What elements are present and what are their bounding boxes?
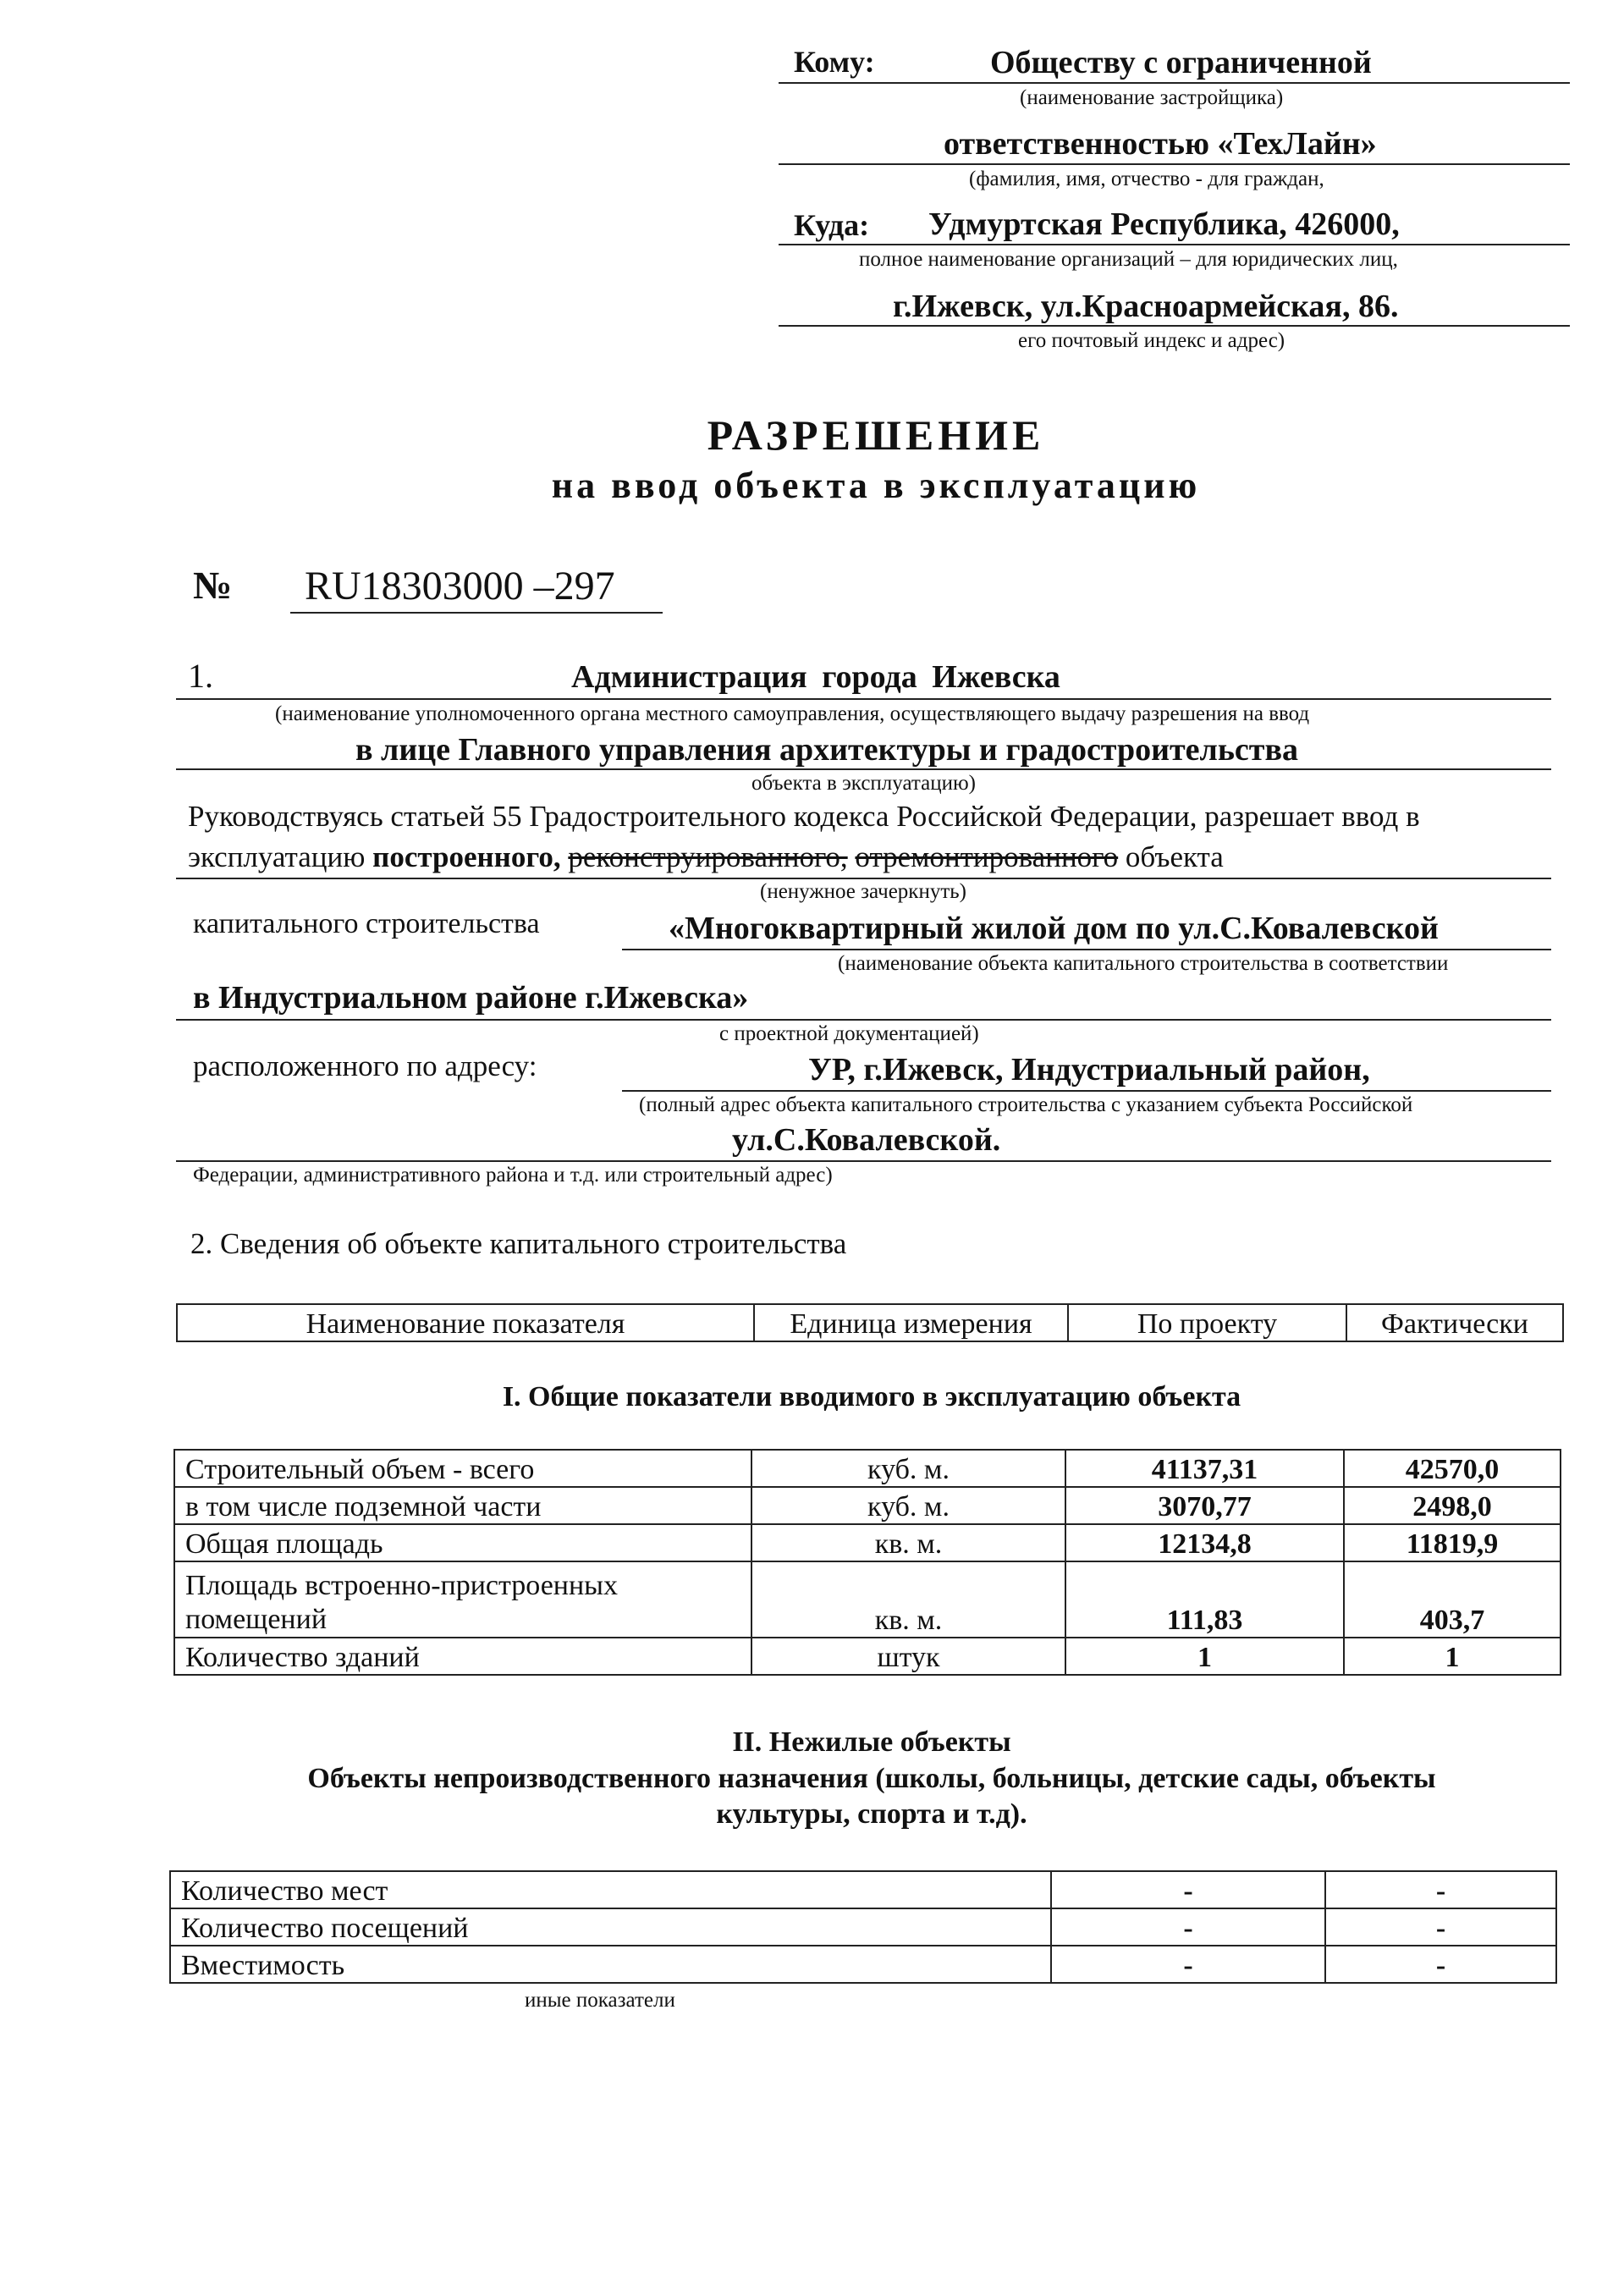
object-address-line-2: ул.С.Ковалевской. — [732, 1122, 1001, 1158]
indicator-project: 12134,8 — [1065, 1524, 1344, 1561]
table-row — [174, 1524, 1561, 1561]
permit-number: RU18303000 –297 — [305, 564, 615, 608]
indicator-name: Вместимость — [170, 1946, 1051, 1983]
indicator-project: 1 — [1065, 1638, 1344, 1675]
caption: (наименование объекта капитального строительства в соответствии — [838, 952, 1449, 975]
indicator-project: 3070,77 — [1065, 1487, 1344, 1524]
part-2-subheading: Объекты непроизводственного назначения (школы, больницы, детские сады, объекты — [307, 1763, 1436, 1794]
number-sign: № — [193, 564, 233, 607]
indicator-project: 111,83 — [1065, 1561, 1344, 1638]
address-line-1: Удмуртская Республика, 426000, — [928, 206, 1400, 242]
section-2-heading: 2. Сведения об объекте капитального строительства — [190, 1227, 847, 1260]
object-address-line-1: УР, г.Ижевск, Индустриальный район, — [808, 1052, 1370, 1087]
indicator-actual: - — [1325, 1946, 1556, 1983]
caption: с проектной документацией) — [719, 1022, 979, 1045]
caption: (наименование застройщика) — [1020, 86, 1284, 109]
indicator-actual: 2498,0 — [1344, 1487, 1561, 1524]
indicator-actual: 403,7 — [1344, 1561, 1561, 1638]
address-line-2: г.Ижевск, ул.Красноармейская, 86. — [893, 289, 1399, 324]
addressee-name-line-2: ответственностью «ТехЛайн» — [944, 126, 1377, 162]
table-row — [170, 1908, 1556, 1946]
address-label: расположенного по адресу: — [193, 1049, 537, 1082]
table-row — [174, 1487, 1561, 1524]
rule — [176, 1160, 1551, 1162]
caption: (наименование уполномоченного органа местного самоуправления, осуществляющего выдачу разрешения на ввод — [275, 702, 1310, 725]
indicator-unit: куб. м. — [751, 1450, 1065, 1487]
caption: полное наименование организаций – для юридических лиц, — [859, 248, 1398, 271]
table-row — [170, 1946, 1556, 1983]
where-label: Куда: — [794, 208, 870, 242]
indicator-project: - — [1051, 1871, 1325, 1908]
rule — [176, 768, 1551, 770]
rule — [779, 163, 1570, 165]
rule — [779, 82, 1570, 84]
indicator-unit: куб. м. — [751, 1487, 1065, 1524]
indicator-name: Количество зданий — [174, 1638, 751, 1675]
indicator-actual: - — [1325, 1871, 1556, 1908]
non-residential-table — [169, 1870, 1557, 1984]
caption: (ненужное зачеркнуть) — [760, 880, 966, 903]
caption: его почтовый индекс и адрес) — [1018, 329, 1285, 352]
caption: объекта в эксплуатацию) — [751, 772, 976, 795]
column-header-unit: Единица измерения — [754, 1304, 1068, 1341]
to-label: Кому: — [794, 45, 875, 79]
rule — [290, 612, 663, 614]
section-1-number: 1. — [188, 657, 213, 695]
object-name-line-1: «Многоквартирный жилой дом по ул.С.Ковалевской — [669, 911, 1439, 946]
rule — [779, 325, 1570, 327]
caption: (полный адрес объекта капитального строительства с указанием субъекта Российской — [639, 1093, 1413, 1116]
table-row — [170, 1871, 1556, 1908]
rule — [779, 244, 1570, 245]
caption: Федерации, административного района и т.д. или строительный адрес) — [193, 1164, 833, 1187]
caption: (фамилия, имя, отчество - для граждан, — [969, 168, 1324, 190]
indicator-actual: 42570,0 — [1344, 1450, 1561, 1487]
rule — [176, 698, 1551, 700]
column-header-name: Наименование показателя — [177, 1304, 754, 1341]
part-2-subheading-line-2: культуры, спорта и т.д). — [716, 1798, 1027, 1830]
indicator-project: - — [1051, 1908, 1325, 1946]
addressee-name-line-1: Обществу с ограниченной — [990, 45, 1372, 80]
body-text-line-1: Руководствуясь статьей 55 Градостроительного кодекса Российской Федерации, разрешает ввод в — [188, 800, 1420, 833]
indicators-header-table — [176, 1303, 1564, 1342]
indicator-unit: кв. м. — [751, 1524, 1065, 1561]
indicator-name: Строительный объем - всего — [174, 1450, 751, 1487]
indicator-name: Количество мест — [170, 1871, 1051, 1908]
indicator-name: Общая площадь — [174, 1524, 751, 1561]
column-header-project: По проекту — [1068, 1304, 1346, 1341]
indicator-actual: 11819,9 — [1344, 1524, 1561, 1561]
indicator-name: Площадь встроенно-пристроенных помещений — [174, 1561, 751, 1638]
table-row — [174, 1450, 1561, 1487]
general-indicators-table — [173, 1449, 1561, 1676]
authority-department: в лице Главного управления архитектуры и градостроительства — [355, 732, 1298, 768]
column-header-actual: Фактически — [1346, 1304, 1563, 1341]
object-name-line-2: в Индустриальном районе г.Ижевска» — [193, 980, 749, 1016]
part-1-heading: I. Общие показатели вводимого в эксплуатацию объекта — [502, 1381, 1241, 1412]
indicator-unit: кв. м. — [751, 1561, 1065, 1638]
table-row — [174, 1561, 1561, 1638]
table-row — [174, 1638, 1561, 1675]
document-title: РАЗРЕШЕНИЕ — [707, 411, 1045, 459]
indicator-actual: 1 — [1344, 1638, 1561, 1675]
rule — [622, 949, 1551, 950]
indicator-name: в том числе подземной части — [174, 1487, 751, 1524]
capital-construction-label: капитального строительства — [193, 908, 540, 939]
indicator-actual: - — [1325, 1908, 1556, 1946]
rule — [176, 878, 1551, 879]
part-2-heading: II. Нежилые объекты — [732, 1726, 1011, 1758]
indicator-project: - — [1051, 1946, 1325, 1983]
rule — [176, 1019, 1551, 1021]
other-indicators-caption: иные показатели — [525, 1989, 675, 2012]
authority-name: Администрация города Ижевска — [571, 659, 1060, 695]
indicator-name: Количество посещений — [170, 1908, 1051, 1946]
document-subtitle: на ввод объекта в эксплуатацию — [551, 465, 1201, 506]
rule — [622, 1090, 1551, 1092]
indicator-unit: штук — [751, 1638, 1065, 1675]
body-text-line-2: эксплуатацию построенного, реконструированного, отремонтированного объекта — [188, 840, 1224, 873]
indicator-project: 41137,31 — [1065, 1450, 1344, 1487]
